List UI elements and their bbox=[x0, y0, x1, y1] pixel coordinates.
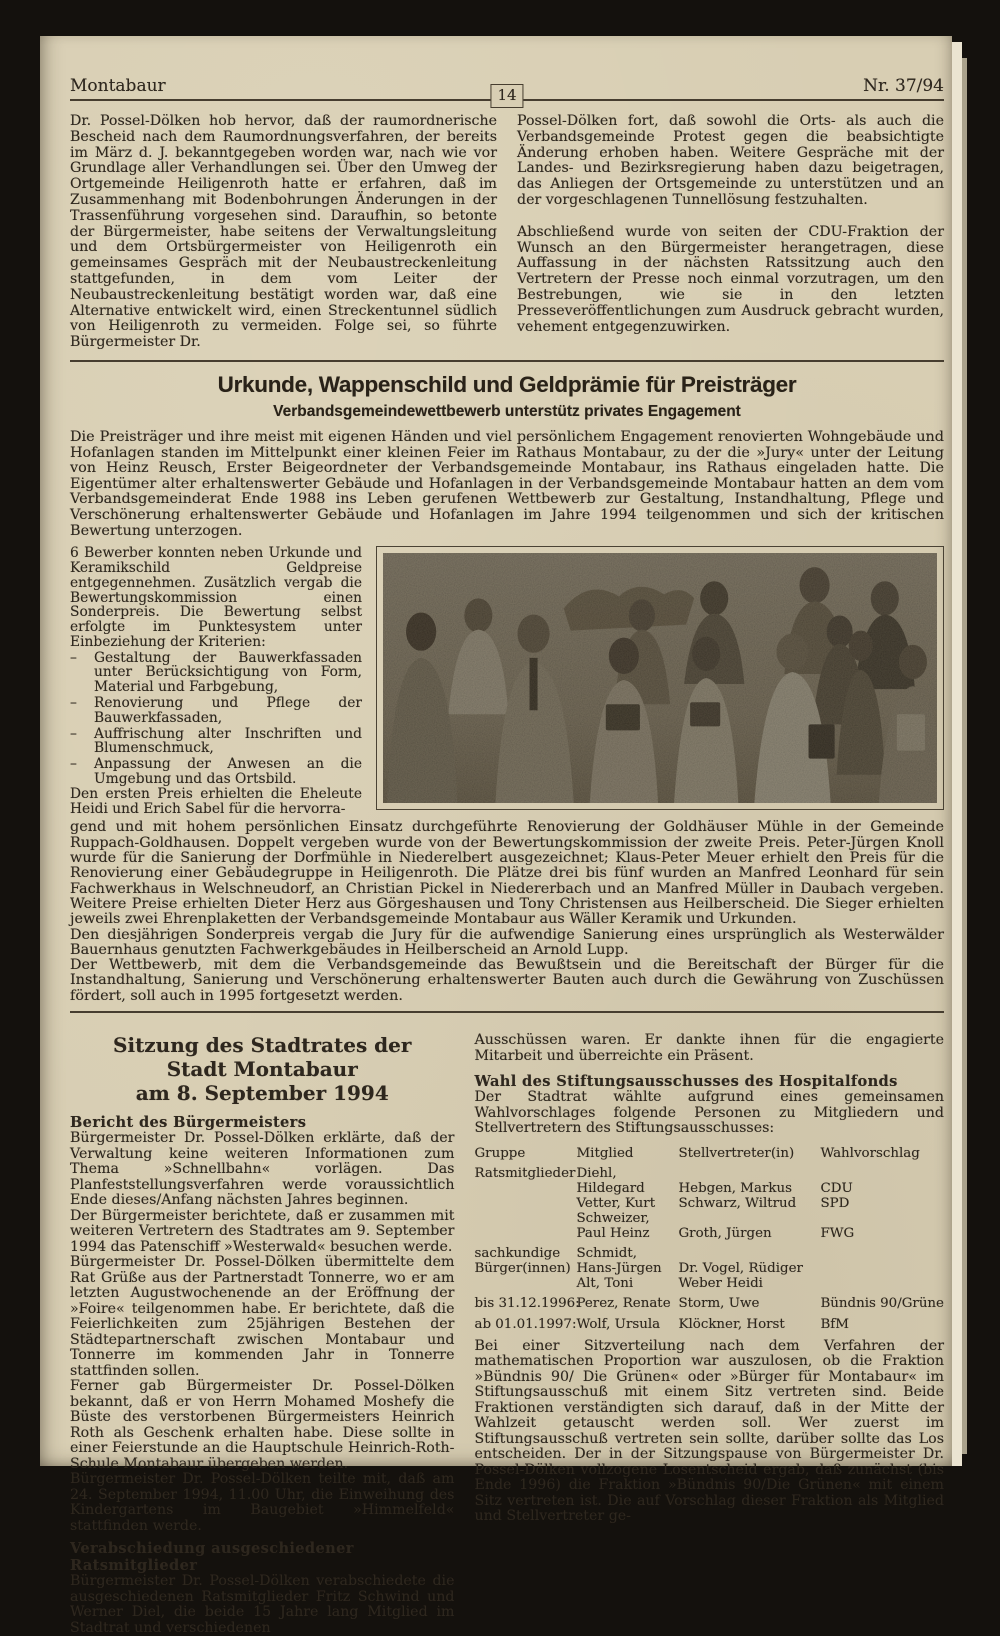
table-cell: Ratsmitglieder bbox=[474, 1165, 576, 1181]
table-cell: Vetter, Kurt bbox=[576, 1195, 656, 1211]
paragraph: Bürgermeister Dr. Possel-Dölken teilte mit, daß am 24. September 1994, 11.00 Uhr, die Einweihung des Kindergartens im Baugebiet »Himmelfeld« stattfinden werde. bbox=[70, 1471, 455, 1534]
award-article-body bbox=[70, 820, 944, 1004]
table-cell bbox=[820, 1212, 944, 1225]
council-article bbox=[70, 1027, 944, 1636]
table-row bbox=[474, 1277, 944, 1290]
table-cell: Gruppe bbox=[474, 1145, 526, 1161]
award-article-intro: Die Preisträger und ihre meist mit eigenen Händen und viel persönlichem Engagement renovierten Wohngebäude und Hofanlagen standen im Mittelpunkt einer kleinen Feier im Rathaus Montabaur, zu der die »Jury« unter der Leitung von Heinz Reusch, Erster Beigeordneter der Verbandsgemeinde Montabaur, ins Rathaus eingeladen hatte. Die Eigentümer alter erhaltenswerter Gebäude und Hofanlagen in der Verbandsgemeinde Montabaur hatten an dem vom Verbandsgemeinderat Ende 1988 ins Leben gerufenen Wettbewerb zur Gestaltung, Instandhaltung, Pflege und Verschönerung erhaltenswerter Gebäude und Hofanlagen im Jahre 1994 teilgenommen und sich der kritischen Bewertung unterzogen. bbox=[70, 428, 944, 539]
header-issue-number: Nr. 37/94 bbox=[863, 76, 944, 96]
header-town-name: Montabaur bbox=[70, 76, 166, 96]
table-row bbox=[474, 1262, 944, 1275]
table-cell bbox=[820, 1247, 944, 1260]
paragraph: Der Wettbewerb, mit dem die Verbandsgemeinde das Bewußtsein und die Bereitschaft der Bürger für die Instandhaltung, Sanierung und Verschönerung erhaltenswerter Bauten auch durch die Gewährung von Zuschüssen fördert, soll auch in 1995 fortgesetzt werden. bbox=[70, 957, 944, 1004]
table-cell: Dr. Vogel, Rüdiger bbox=[678, 1260, 803, 1276]
criteria-item bbox=[70, 651, 362, 695]
table-cell: Diehl, bbox=[576, 1165, 617, 1181]
page-number-box: 14 bbox=[490, 84, 523, 108]
criteria-text: Auffrischung alter Inschriften und Blumenschmuck, bbox=[94, 725, 362, 757]
table-cell: Bürger(innen) bbox=[474, 1260, 571, 1276]
table-cell bbox=[474, 1277, 574, 1290]
dash-bullet: – bbox=[70, 695, 77, 712]
election-table bbox=[474, 1147, 944, 1331]
table-row bbox=[474, 1247, 944, 1260]
award-article-side-column bbox=[70, 546, 362, 816]
table-row bbox=[474, 1318, 944, 1331]
award-article-subheadline: Verbandsgemeindewettbewerb unterstütz privates Engagement bbox=[273, 402, 741, 420]
section-divider bbox=[70, 360, 944, 362]
table-cell: SPD bbox=[820, 1195, 850, 1211]
table-row bbox=[474, 1197, 944, 1210]
newsletter-page bbox=[40, 36, 952, 1636]
top-article bbox=[70, 114, 944, 351]
table-cell bbox=[820, 1262, 944, 1275]
table-cell: FWG bbox=[820, 1225, 855, 1241]
paragraph: 6 Bewerber konnten neben Urkunde und Keramikschild Geldpreise entgegennehmen. Zusätzlich vergab die Bewertungskommission einen Sonderpreis. Die Bewertung selbst erfolgte im Punktesystem unter Einbeziehung der Kriterien: bbox=[70, 545, 362, 650]
paragraph: Bürgermeister Dr. Possel-Dölken übermittelte dem Rat Grüße aus der Partnerstadt Tonnerre, wo er am letzten Augustwochenende an der Eröffnung der »Foire« teilgenommen habe. Er berichtete, daß die Feierlichkeiten zum 25jährigen Bestehen der Städtepartnerschaft zwischen Montabaur und Tonnerre im kommenden Jahr in Tonnerre stattfinden sollen. bbox=[70, 1254, 455, 1379]
table-cell: Groth, Jürgen bbox=[678, 1225, 772, 1241]
table-row bbox=[474, 1167, 944, 1180]
table-cell: Wahlvorschlag bbox=[820, 1145, 920, 1161]
table-cell: Stellvertreter(in) bbox=[678, 1145, 795, 1161]
table-cell: Schweizer, bbox=[576, 1210, 650, 1226]
table-cell bbox=[474, 1227, 574, 1240]
paragraph: Bürgermeister Dr. Possel-Dölken verabschiedete die ausgeschiedenen Ratsmitglieder Fritz Schwind und Werner Diel, die beide 15 Jahre lang Mitglied im Stadtrat und verschiedenen bbox=[70, 1573, 455, 1636]
table-cell bbox=[678, 1212, 818, 1225]
table-cell bbox=[474, 1197, 574, 1210]
table-cell: Hebgen, Markus bbox=[678, 1180, 792, 1196]
council-right-column bbox=[474, 1027, 944, 1636]
table-cell bbox=[474, 1182, 574, 1195]
paragraph: Possel-Dölken fort, daß sowohl die Orts- als auch die Verbandsgemeinde Protest gegen die beabsichtigte Änderung erhoben haben. Weitere Gespräche mit der Landes- und Bezirksregierung haben dazu beigetragen, das Anliegen der Ortsgemeinde zu unterstützen und an der vorgeschlagenen Tunnellösung festzuhalten. bbox=[517, 113, 944, 208]
table-cell: Paul Heinz bbox=[576, 1225, 650, 1241]
paragraph: Ausschüssen waren. Er dankte ihnen für die engagierte Mitarbeit und überreichte ein Präsent. bbox=[474, 1032, 944, 1064]
table-cell bbox=[820, 1277, 944, 1290]
paragraph: Ferner gab Bürgermeister Dr. Possel-Dölken bekannt, daß er von Herrn Mohamed Moshefy die Büste des verstorbenen Bürgermeisters Heinrich Roth als Geschenk erhalten habe. Diese sollte in einer Feierstunde an die Hauptschule Heinrich-Roth-Schule Montabaur übergeben werden. bbox=[70, 1378, 455, 1472]
paragraph: Den diesjährigen Sonderpreis vergab die Jury für die aufwendige Sanierung eines ursprünglich als Westerwälder Bauernhaus genutzten Fachwerkgebäudes in Heilberscheid an Arnold Lupp. bbox=[70, 926, 944, 958]
section-divider bbox=[70, 1011, 944, 1013]
top-article-right-column bbox=[517, 114, 944, 351]
paragraph: Der Stadtrat wählte aufgrund eines gemeinsamen Wahlvorschlages folgende Personen zu Mitgliedern und Stellvertretern des Stiftungsausschusses: bbox=[474, 1089, 944, 1137]
table-cell: Schwarz, Wiltrud bbox=[678, 1195, 797, 1211]
table-cell: Klöckner, Horst bbox=[678, 1316, 785, 1332]
council-headline bbox=[70, 1033, 454, 1105]
table-cell bbox=[474, 1212, 574, 1225]
prize-winners-group-photo bbox=[383, 553, 937, 803]
council-headline-line2: am 8. September 1994 bbox=[135, 1081, 389, 1106]
table-cell: Storm, Uwe bbox=[678, 1296, 760, 1312]
subhead-hospital-fund-election: Wahl des Stiftungsausschusses des Hospitalfonds bbox=[474, 1073, 898, 1091]
criteria-item bbox=[70, 727, 362, 757]
paragraph: Dr. Possel-Dölken hob hervor, daß der raumordnerische Bescheid nach dem Raumordnungsverfahren, der bereits im März d. J. bekanntgegeben worden war, nach wie vor Grundlage aller Verhandlungen sei. Über den Umweg der Ortgemeinde Heiligenroth hatte er erfahren, daß im Zusammenhang mit Bodenbohrungen Änderungen in der Trassenführung vorgesehen sind. Daraufhin, so betonte der Bürgermeister, habe seitens der Verwaltungsleitung und dem Ortsbürgermeister von Heiligenroth ein gemeinsames Gespräch mit der Neubaustreckenleitung stattgefunden, in dem vom Leiter der Neubaustreckenleitung bestätigt worden war, daß eine Alternative entwickelt wird, einen Streckentunnel südlich von Heiligenroth zu vermeiden. Folge sei, so führte Bürgermeister Dr. bbox=[70, 113, 497, 351]
table-cell bbox=[678, 1167, 818, 1180]
table-cell: bis 31.12.1996: bbox=[474, 1296, 580, 1312]
criteria-text: Anpassung der Anwesen an die Umgebung und das Ortsbild. bbox=[94, 756, 362, 788]
table-row bbox=[474, 1182, 944, 1195]
page-header bbox=[70, 76, 944, 104]
criteria-text: Renovierung und Pflege der Bauwerkfassaden, bbox=[94, 695, 362, 726]
underlying-page-edge bbox=[952, 42, 962, 1466]
dash-bullet: – bbox=[70, 725, 77, 742]
paragraph: Bürgermeister Dr. Possel-Dölken erklärte, daß der Verwaltung keine weiteren Informationen zum Thema »Schnellbahn« vorlägen. Das Planfeststellungsverfahren werde voraussichtlich Ende dieses/Anfang nächsten Jahres beginnen. bbox=[70, 1130, 455, 1209]
dash-bullet: – bbox=[70, 649, 77, 666]
award-article-headline: Urkunde, Wappenschild und Geldprämie für Preisträger bbox=[217, 371, 797, 397]
photo-row bbox=[70, 546, 944, 816]
table-cell bbox=[820, 1167, 944, 1180]
criteria-item bbox=[70, 696, 362, 726]
table-cell: Hans-Jürgen bbox=[576, 1260, 662, 1276]
top-article-left-column bbox=[70, 114, 497, 351]
award-article bbox=[70, 372, 944, 1004]
council-left-column bbox=[70, 1027, 454, 1636]
criteria-text: Gestaltung der Bauwerkfassaden unter Berücksichtigung von Form, Material und Farbgebung, bbox=[94, 649, 362, 696]
table-row bbox=[474, 1147, 944, 1160]
paragraph: Abschließend wurde von seiten der CDU-Fraktion der Wunsch an den Bürgermeister herangetragen, diese Auffassung in der nächsten Ratssitzung auch den Vertretern der Presse noch einmal vorzutragen, um den Bestrebungen, wie sie in den letzten Presseveröffentlichungen zum Ausdruck gebracht wurden, vehement entgegenzuwirken. bbox=[517, 223, 944, 335]
prize-winners-photo-frame bbox=[376, 546, 944, 810]
table-row bbox=[474, 1297, 944, 1310]
table-row bbox=[474, 1212, 944, 1225]
paragraph: gend und mit hohem persönlichen Einsatz durchgeführte Renovierung der Goldhäuser Mühle in der Gemeinde Ruppach-Goldhausen. Doppelt vergeben wurde von der Bewertungskommission der zweite Preis. Peter-Jürgen Knoll wurde für die Sanierung der Dorfmühle in Niederelbert ausgezeichnet; Klaus-Peter Meuer erhielt den Preis für die Renovierung einer Gebäudegruppe in Heiligenroth. Die Plätze drei bis fünf wurden an Manfred Leonhard für sein Fachwerkhaus in Welschneudorf, an Christian Pickel in Niedererbach und an Manfred Müller in Daubach vergeben. Weitere Preise erhielten Dieter Herz aus Görgeshausen und Tony Christensen aus Heilberscheid. Die Sieger erhielten jeweils zwei Ehrenplaketten der Verbandsgemeinde Montabaur aus Wäller Keramik und Urkunden. bbox=[70, 819, 944, 928]
underlying-page-edge-shadow bbox=[962, 58, 967, 1454]
subhead-mayor-report: Bericht des Bürgermeisters bbox=[70, 1114, 307, 1132]
dash-bullet: – bbox=[70, 756, 77, 773]
council-headline-line1: Sitzung des Stadtrates der Stadt Montabaur bbox=[113, 1033, 412, 1082]
table-cell: Wolf, Ursula bbox=[576, 1316, 661, 1332]
table-cell: Weber Heidi bbox=[678, 1275, 763, 1291]
table-row bbox=[474, 1227, 944, 1240]
table-cell: Bündnis 90/Grüne bbox=[820, 1296, 944, 1312]
table-cell: BfM bbox=[820, 1316, 849, 1332]
paragraph: Den ersten Preis erhielten die Eheleute Heidi und Erich Sabel für die hervorra- bbox=[70, 785, 362, 817]
paragraph: Bei einer Sitzverteilung nach dem Verfahren der mathematischen Proportion war auszulosen, ob die Fraktion »Bündnis 90/ Die Grünen« oder »Bürger für Montabaur« im Stiftungsausschuß mit einem Sitz vertreten sind. Beide Fraktionen verständigten sich darauf, daß in der Mitte der Wahlzeit getauscht werden soll. Wer zuerst im Stiftungsausschuß vertreten sein sollte, darüber sollte das Los entscheiden. Der in der Sitzungspause von Bürgermeister Dr. Possel-Dölken vollzogene Losentscheid ergab, daß zunächst (bis Ende 1996) die Fraktion »Bündnis 90/Die Grünen« mit einem Sitz vertreten ist. Die auf Vorschlag dieser Fraktion als Mitglied und Stellvertreter ge- bbox=[474, 1337, 944, 1525]
subhead-farewell: Verabschiedung ausgeschiedener Ratsmitglieder bbox=[70, 1540, 354, 1575]
table-cell bbox=[678, 1247, 818, 1260]
table-cell: Alt, Toni bbox=[576, 1275, 634, 1291]
table-cell: Hildegard bbox=[576, 1180, 645, 1196]
criteria-item bbox=[70, 757, 362, 787]
table-cell: ab 01.01.1997: bbox=[474, 1316, 577, 1332]
table-cell: CDU bbox=[820, 1180, 853, 1196]
table-cell: Mitglied bbox=[576, 1145, 634, 1161]
table-cell: Schmidt, bbox=[576, 1245, 637, 1261]
paragraph: Der Bürgermeister berichtete, daß er zusammen mit weiteren Vertretern des Stadtrates am 9. September 1994 das Patenschiff »Westerwald« besuchen werde. bbox=[70, 1207, 455, 1255]
table-cell: sachkundige bbox=[474, 1245, 561, 1261]
table-cell: Perez, Renate bbox=[576, 1296, 671, 1312]
